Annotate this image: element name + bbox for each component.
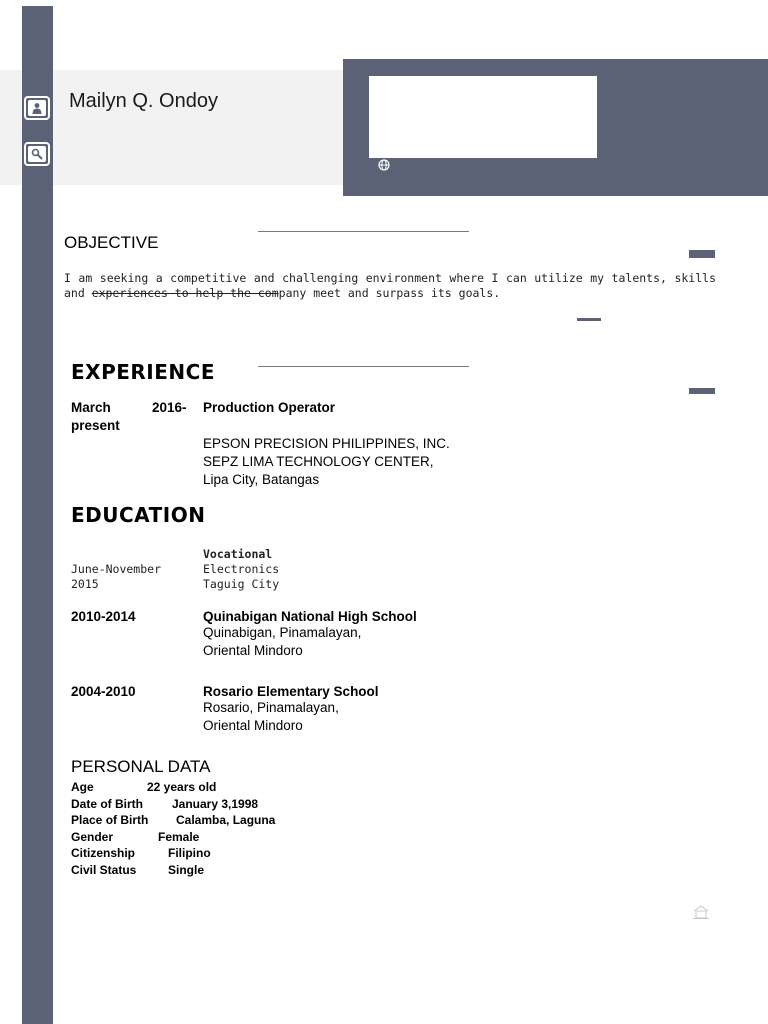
decorative-bar: [689, 250, 715, 258]
divider-line: [258, 366, 469, 367]
company-line: EPSON PRECISION PHILIPPINES, INC.: [203, 436, 450, 451]
personal-value: Calamba, Laguna: [176, 813, 276, 827]
experience-date: March: [71, 400, 111, 415]
experience-date: present: [71, 418, 120, 433]
school-name: Quinabigan National High School: [203, 609, 417, 624]
education-entry: [203, 609, 417, 660]
company-line: SEPZ LIMA TECHNOLOGY CENTER,: [203, 454, 434, 469]
experience-heading: EXPERIENCE: [71, 360, 215, 384]
education-date: 2010-2014: [71, 609, 136, 624]
education-entry: [203, 547, 279, 592]
candidate-name: Mailyn Q. Ondoy: [69, 90, 218, 112]
home-icon: [692, 904, 710, 920]
personal-label: Date of Birth: [71, 796, 143, 811]
divider-line: [258, 231, 469, 232]
contact-text-box: [369, 76, 597, 158]
education-entry: [203, 684, 379, 735]
school-name: Vocational: [203, 547, 273, 561]
school-detail: Quinabigan, Pinamalayan,: [203, 625, 362, 640]
education-date-line: June-November: [71, 562, 162, 576]
search-icon: [24, 142, 50, 166]
globe-icon: [377, 158, 391, 172]
experience-date: 2016-: [152, 400, 187, 415]
school-detail: Rosario, Pinamalayan,: [203, 700, 339, 715]
personal-label: Civil Status: [71, 862, 137, 877]
job-title: Production Operator: [203, 400, 336, 415]
personal-label: Gender: [71, 829, 114, 844]
decorative-bar: [577, 318, 601, 321]
education-date: [71, 562, 161, 592]
personal-label: Citizenship: [71, 846, 136, 860]
school-detail: Oriental Mindoro: [203, 718, 303, 733]
objective-heading: OBJECTIVE: [64, 233, 159, 252]
school-detail: Electronics: [203, 562, 280, 576]
personal-value: 22 years old: [147, 780, 217, 794]
personal-label: Place of Birth: [71, 813, 149, 827]
school-detail: Taguig City: [203, 577, 280, 591]
personal-value: Filipino: [168, 846, 211, 860]
decorative-bar: [689, 388, 715, 394]
company-info: [203, 435, 450, 489]
objective-text-struck: experiences to help the com: [91, 286, 279, 300]
personal-value: January 3,1998: [172, 796, 259, 811]
company-line: Lipa City, Batangas: [203, 472, 320, 487]
personal-data-labels: [71, 779, 148, 878]
person-icon: [24, 96, 50, 120]
personal-value: Female: [158, 829, 200, 844]
personal-value: Single: [168, 862, 205, 877]
objective-text-part: pany meet and surpass its goals.: [278, 286, 501, 300]
objective-text: [64, 271, 716, 301]
education-date: 2004-2010: [71, 684, 136, 699]
education-date-line: 2015: [71, 577, 99, 591]
school-detail: Oriental Mindoro: [203, 643, 303, 658]
education-heading: EDUCATION: [71, 503, 206, 527]
school-name: Rosario Elementary School: [203, 684, 379, 699]
personal-data-heading: PERSONAL DATA: [71, 757, 211, 776]
personal-label: Age: [71, 780, 94, 794]
objective-text-part: I am seeking a competitive and challenging environment where I can utilize my talents, skills and: [64, 271, 716, 300]
